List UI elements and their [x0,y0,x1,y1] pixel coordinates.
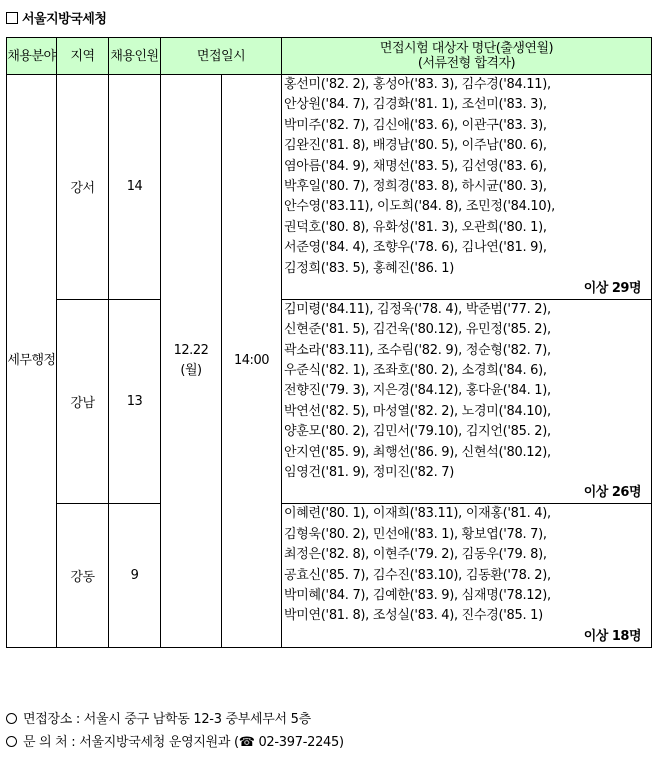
header-region: 지역 [57,38,109,75]
table-header-row [7,38,652,75]
list-item: 박미주('82. 7), 김신애('83. 6), 이관구('83. 3), [284,117,547,133]
list-item: 홍선미('82. 2), 홍성아('83. 3), 김수경('84.11), [284,77,551,92]
group-total: 이상 29명 [583,280,642,296]
list-item: 전향진('79. 3), 지은경('84.12), 홍다윤('84. 1), [284,383,551,399]
list-item: 곽소라('83.11), 조수림('82. 9), 정순형('82. 7), [284,342,551,358]
table-row [7,75,652,300]
footer-place-label: 면접장소 [23,712,73,727]
time-cell: 14:00 [222,75,282,648]
count-cell: 13 [109,299,161,504]
field-cell: 세무행정 [7,75,57,648]
checkbox-square-icon [6,12,18,24]
list-item: 서준영('84. 4), 조향우('78. 6), 김나연('81. 9), [284,240,547,256]
interview-table [6,37,652,648]
list-item: 우준식('82. 1), 조좌호('80. 2), 소경희('84. 6), [284,363,547,379]
interview-weekday: (월) [180,362,202,378]
region-cell: 강남 [57,299,109,504]
count-cell: 14 [109,75,161,300]
table-row [7,504,652,647]
region-cell: 강서 [57,75,109,300]
list-item: 박연선('82. 5), 마성열('82. 2), 노경미('84.10), [284,403,551,419]
interview-date: 12.22 [173,342,209,358]
list-item: 안상원('84. 7), 김경화('81. 1), 조선미('83. 3), [284,97,547,113]
header-field: 채용분야 [7,38,57,75]
list-item: 이혜련('80. 1), 이재희('83.11), 이재홍('81. 4), [284,506,551,522]
list-item: 양훈모('80. 2), 김민서('79.10), 김지언('85. 2), [284,424,551,440]
list-item: 김미령('84.11), 김정욱('78. 4), 박준범('77. 2), [284,301,551,317]
list-item: 박미연('81. 8), 조성실('83. 4), 진수경('85. 1) [284,608,543,624]
page-title-text: 서울지방국세청 [22,12,107,27]
footer-contact: 문 의 처 : 서울지방국세청 운영지원과 (☎ 02-397-2245) [6,731,344,750]
footer-place: 면접장소 : 서울시 중구 남학동 12-3 중부세무서 5층 [6,708,311,727]
count-cell: 9 [109,504,161,647]
list-item: 안수영('83.11), 이도희('84. 8), 조민정('84.10), [284,199,555,215]
group-total: 이상 26명 [583,485,642,501]
date-cell [161,75,222,648]
list-item: 임영건('81. 9), 정미진('82. 7) [284,465,455,481]
names-cell [282,504,652,647]
list-item: 김형욱('80. 2), 민선애('83. 1), 황보엽('78. 7), [284,526,547,542]
list-item: 최정은('82. 8), 이현주('79. 2), 김동우('79. 8), [284,547,547,563]
list-item: 안지연('85. 9), 최행선('86. 9), 신현석('80.12), [284,444,551,460]
region-cell: 강동 [57,504,109,647]
list-item: 염아름('84. 9), 채명선('83. 5), 김선영('83. 6), [284,158,547,174]
list-item: 김정희('83. 5), 홍혜진('86. 1) [284,260,455,276]
header-roster-title: 면접시험 대상자 명단(출생연월) [379,41,554,56]
group-total: 이상 18명 [583,628,642,644]
footer-contact-value: 서울지방국세청 운영지원과 (☎ 02-397-2245) [79,735,344,750]
list-item: 박미혜('84. 7), 김예한('83. 9), 심재명('78.12), [284,587,551,603]
list-item: 김완진('81. 8), 배경남('80. 5), 이주남('80. 6), [284,138,547,154]
header-roster [282,38,652,75]
list-item: 공효신('85. 7), 김수진('83.10), 김동환('78. 2), [284,567,551,583]
list-item: 박후일('80. 7), 정희경('83. 8), 하시균('80. 3), [284,178,547,194]
footer-place-value: 서울시 중구 남학동 12-3 중부세무서 5층 [83,712,311,727]
circle-bullet-icon [6,713,17,724]
header-count: 채용인원 [109,38,161,75]
list-item: 신현준('81. 5), 김건욱('80.12), 유민정('85. 2), [284,322,551,338]
table-row [7,299,652,504]
header-roster-subtitle: (서류전형 합격자) [417,56,516,71]
header-datetime: 면접일시 [161,38,282,75]
list-item: 권덕호('80. 8), 유화성('81. 3), 오관희('80. 1), [284,219,547,235]
names-cell [282,75,652,300]
circle-bullet-icon [6,736,17,747]
page-title [6,8,106,27]
names-cell [282,299,652,504]
footer-contact-label: 문 의 처 [23,735,68,750]
